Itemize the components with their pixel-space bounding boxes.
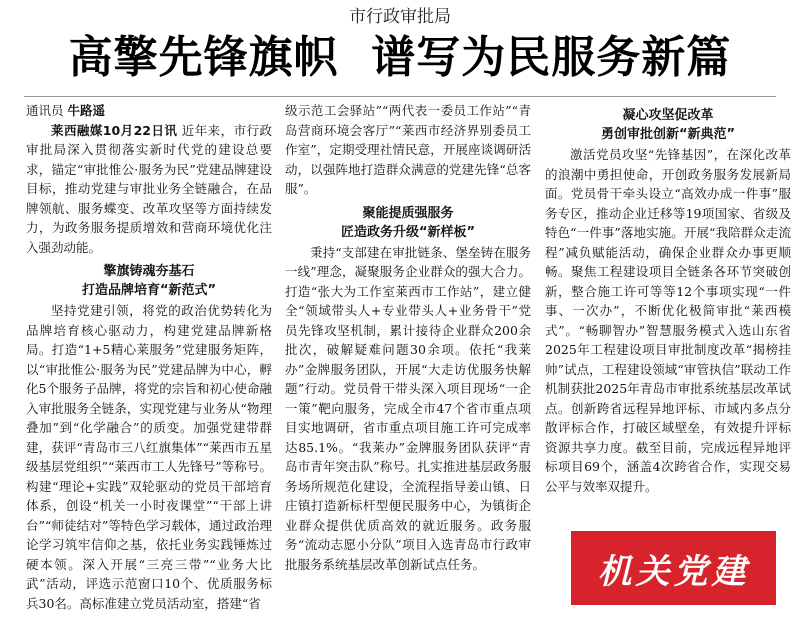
article-column-2 bbox=[285, 101, 531, 619]
section-2-subtitle-line-1: 聚能提质强服务 bbox=[362, 205, 454, 221]
section-2-paragraph: 秉持“支部建在审批链条、堡垒铸在服务一线”理念，凝聚服务企业群众的强大合力。打造“张大为工作室莱西市工作站”，建立健全“领域带头人+专业带头人+业务骨干”党员先锋攻坚机制，累计接待企业群众200余批次，破解疑难问题30余项。依托“我莱办”金牌服务团队，开展“大走访优服务快解题”行动。党员骨干带头深入项目现场“一企一策”靶向服务，完成全市47个省市重点项目实地调研，省市重点项目施工许可完成率达85.1%。“我莱办”金牌服务团队获评“青岛市青年突击队”称号。扎实推进基层政务服务场所规范化建设，全流程指导姜山镇、日庄镇打造新标杆型便民服务中心，为镇街企业群众提供优质高效的就近服务。政务服务“流动志愿小分队”项目入选青岛市行政审批服务系统基层改革创新试点任务。 bbox=[285, 244, 531, 572]
headline: 高擎先锋旗帜 谱写为民服务新篇 bbox=[68, 32, 732, 83]
intro-paragraph bbox=[26, 121, 272, 258]
byline-name: 牛路遥 bbox=[67, 103, 106, 118]
section-1-subtitle bbox=[26, 262, 272, 300]
kicker: 市行政审批局 bbox=[349, 7, 451, 27]
section-3-paragraph: 激活党员攻坚“先锋基因”，在深化改革的浪潮中勇担使命，开创政务服务发展新局面。党员骨干牵头设立“高效办成一件事”服务专区，推动企业迁移等19项国家、省级及特色“一件事”落地实施。开展“我陪群众走流程”减负赋能活动，确保企业群众办事更顺畅。聚焦工程建设项目全链条各环节突破创新，整合施工许可等等12个事项实现“一件事、一次办”，不断优化极简审批“莱西模式”。“畅聊智办”智慧服务模式入选山东省2025年工程建设项目审批制度改革“揭榜挂帅”试点，工程建设领域“审管执信”联动工作机制获批2025年青岛市审批系统基层改革试点。创新跨省远程异地评标、市域内多点分散评标合作，打破区域壁垒，有效提升评标资源共享力度。截至目前，完成远程异地评标项目69个，涵盖4次跨省合作，实现交易公平与效率双提升。 bbox=[545, 147, 791, 494]
section-2-subtitle-line-2: 匠造政务升级“新样板” bbox=[340, 224, 476, 240]
section-1-paragraph-continued: 级示范工会驿站”“两代表一委员工作站”“青岛营商环境会客厅”“莱西市经济界别委员工作室”，定期受理社情民意，开展座谈调研活动，以强阵地打造群众满意的党建先锋“总客服”。 bbox=[285, 103, 531, 196]
section-1-subtitle-line-1: 擎旗铸魂夯基石 bbox=[103, 264, 195, 279]
article-body bbox=[26, 101, 272, 619]
byline bbox=[26, 101, 272, 121]
column-badge-label: 机关党建 bbox=[597, 551, 750, 592]
dateline: 莱西融媒10月22日讯 bbox=[51, 122, 178, 138]
section-1-subtitle-line-2: 打造品牌培育“新范式” bbox=[81, 283, 217, 298]
section-1-paragraph: 坚持党建引领，将党的政治优势转化为品牌培育核心驱动力，构建党建品牌新格局。打造“1+5精心莱服务”党建服务矩阵，以“审批惟公·服务为民”党建品牌为中心，孵化5个服务子品牌，将党的宗旨和初心使命融入审批服务全链条，实现党建与业务从“物理叠加”到“化学融合”的质变。加强党建带群建，获评“青岛市三八红旗集体”“莱西市五星级基层党组织”“莱西市工人先锋号”等称号。构建“理论+实践”双轮驱动的党员干部培育体系，创设“机关一小时夜课堂”“干部上讲台”“师徒结对”等特色学习载体，通过政治理论学习筑牢信仰之基，依托业务实践锤炼过硬本领。深入开展“三亮三带”“业务大比武”活动，评选示范窗口10个、优质服务标兵30名。高标准建立党员活动室，搭建“省 bbox=[26, 303, 272, 611]
section-3-subtitle bbox=[545, 106, 791, 144]
section-2-subtitle bbox=[285, 204, 531, 242]
section-3-subtitle-line-1: 凝心攻坚促改革 bbox=[622, 108, 714, 123]
byline-label: 通讯员 bbox=[26, 103, 64, 118]
section-3-subtitle-line-2: 勇创审批创新“新典范” bbox=[600, 127, 736, 142]
header-divider bbox=[24, 96, 776, 97]
column-badge bbox=[571, 531, 776, 605]
intro-text: 近年来，市行政审批局深入贯彻落实新时代党的建设总要求，锚定“审批惟公·服务为民”党建品牌建设目标，推动党建与审批业务全链融合，在品牌领航、服务蝶变、改革攻坚等方面持续发力，为政务服务提质增效和营商环境优化注入强劲动能。 bbox=[26, 122, 272, 255]
